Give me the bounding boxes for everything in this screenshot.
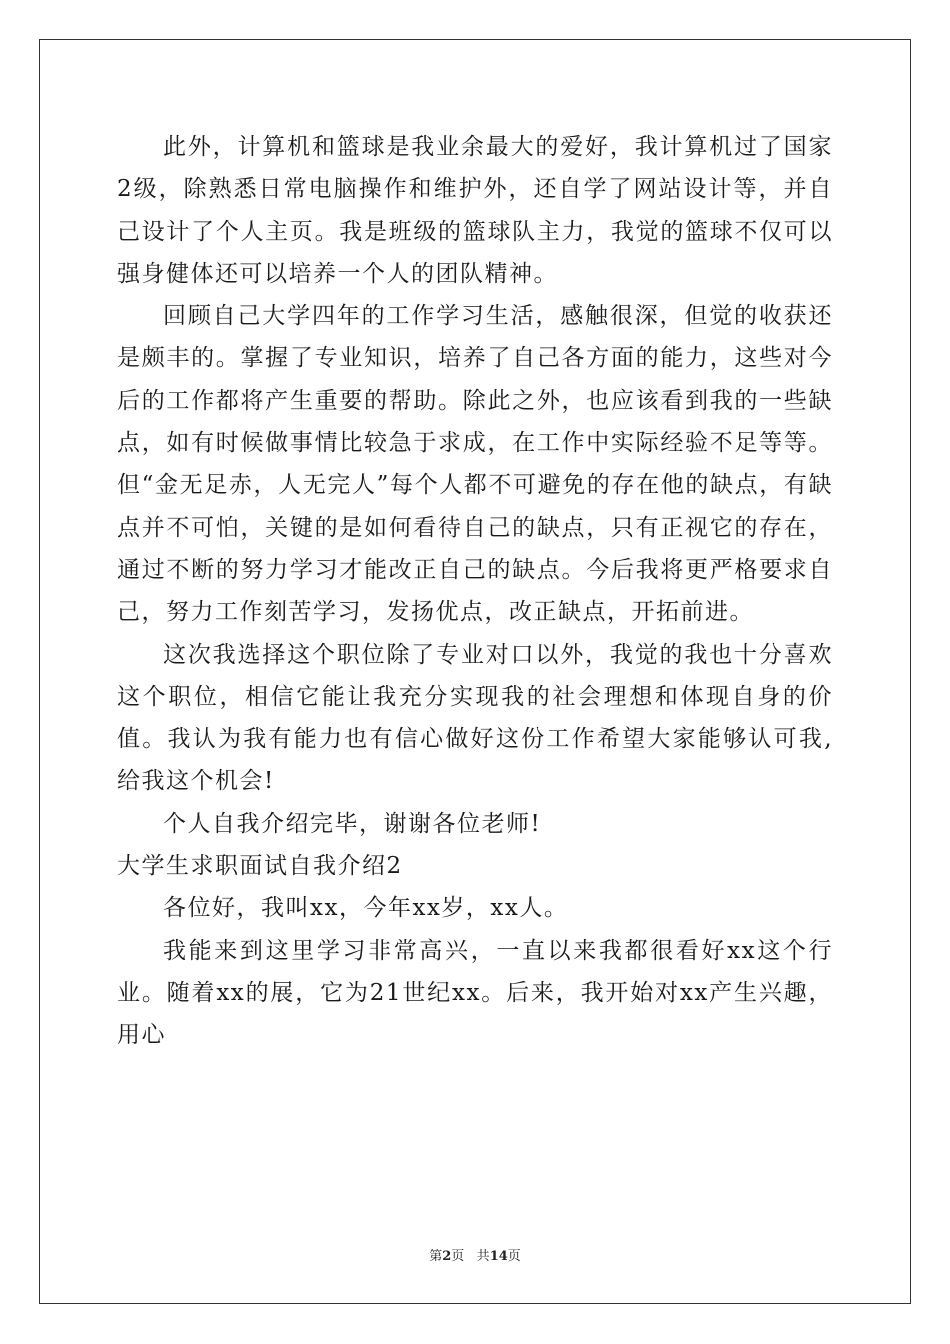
page-prefix: 第 [429,1249,443,1264]
total-prefix: 共 [476,1249,490,1264]
paragraph-hobbies: 此外，计算机和篮球是我业余最大的爱好，我计算机过了国家2级，除熟悉日常电脑操作和维护外，还自学了网站设计等，并自己设计了个人主页。我是班级的篮球队主力，我觉的篮球不仅可以强身健体还可以培养一个人的团队精神。 [117,134,833,287]
paragraph-position: 这次我选择这个职位除了专业对口以外，我觉的我也十分喜欢这个职位，相信它能让我充分实现我的社会理想和体现自身的价值。我认为我有能力也有信心做好这份工作希望大家能够认可我,给我这个机会! [117,641,833,795]
document-body [117,126,833,1057]
page-suffix: 页 [451,1249,465,1264]
page-footer [0,1245,950,1264]
paragraph-closing: 个人自我介绍完毕，谢谢各位老师! [163,810,542,837]
current-page-number: 2 [442,1249,452,1264]
total-suffix: 页 [507,1249,521,1264]
paragraph-review: 回顾自己大学四年的工作学习生活，感触很深，但觉的收获还是颇丰的。掌握了专业知识，培养了自己各方面的能力，这些对今后的工作都将产生重要的帮助。除此之外，也应该看到我的一些缺点，如有时候做事情比较急于求成，在工作中实际经验不足等等。但“金无足赤，人无完人”每个人都不可避免的存在他的缺点，有缺点并不可怕，关键的是如何看待自己的缺点，只有正视它的存在，通过不断的努力学习才能改正自己的缺点。今后我将更严格要求自己，努力工作刻苦学习，发扬优点，改正缺点，开拓前进。 [117,303,833,626]
section-heading: 大学生求职面试自我介绍2 [117,853,403,880]
total-pages-number: 14 [489,1249,508,1264]
paragraph-intro: 我能来到这里学习非常高兴，一直以来我都很看好xx这个行业。随着xx的展，它为21世纪xx。后来，我开始对xx产生兴趣，用心 [117,937,833,1049]
paragraph-greeting: 各位好，我叫xx，今年xx岁，xx人。 [163,895,569,922]
